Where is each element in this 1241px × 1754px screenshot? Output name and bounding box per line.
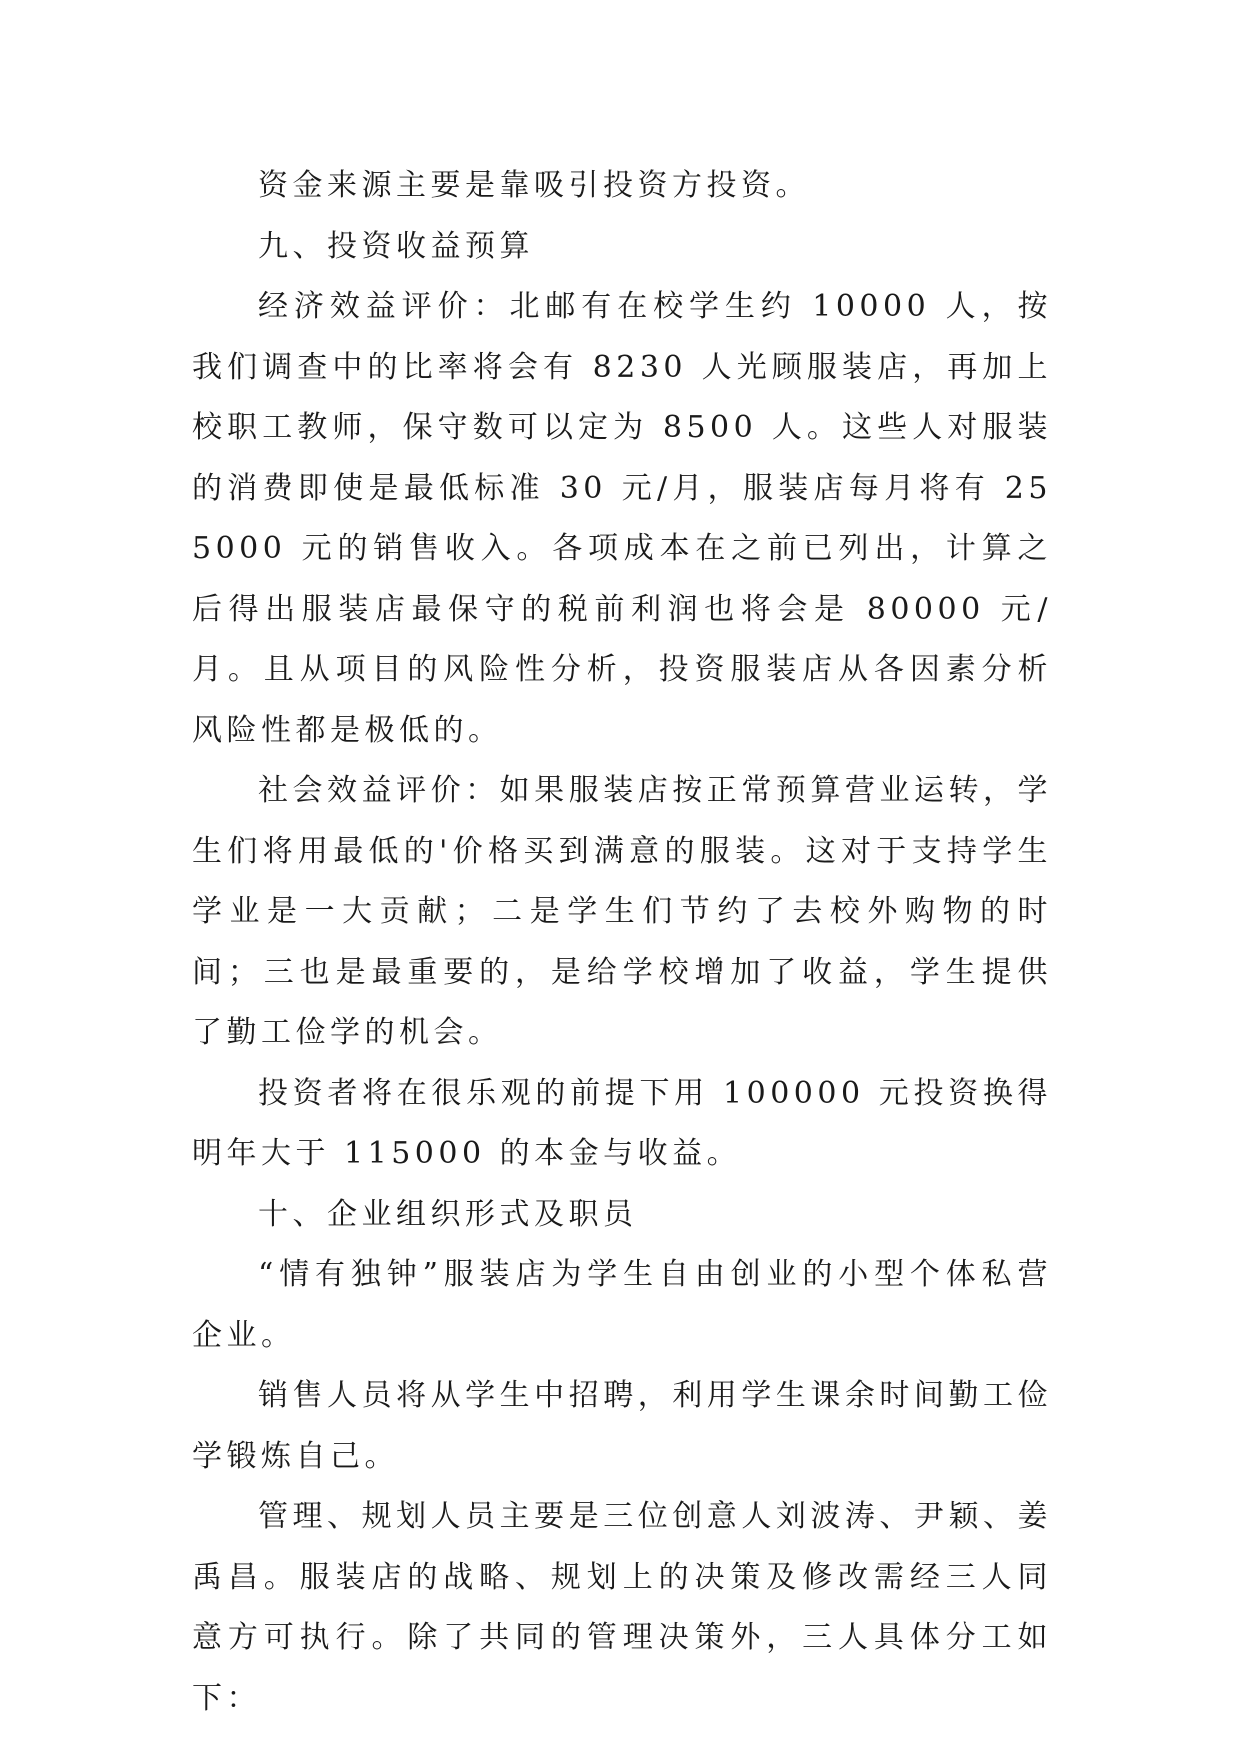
paragraph-enterprise-type: “情有独钟”服装店为学生自由创业的小型个体私营企业。 — [192, 1257, 1052, 1353]
paragraph-sales-staff: 销售人员将从学生中招聘，利用学生课余时间勤工俭学锻炼自己。 — [192, 1378, 1052, 1474]
paragraph-social-evaluation: 社会效益评价：如果服装店按正常预算营业运转，学生们将用最低的'价格买到满意的服装。这对于支持学生学业是一大贡献；二是学生们节约了去校外购物的时间；三也是最重要的，是给学校增加了收益，学生提供了勤工俭学的机会。 — [192, 773, 1052, 1050]
section-heading-investment-return: 九、投资收益预算 — [258, 228, 534, 264]
paragraph-investor-return: 投资者将在很乐观的前提下用 100000 元投资换得明年大于 115000 的本金与收益。 — [192, 1075, 1052, 1171]
paragraph-management-staff: 管理、规划人员主要是三位创意人刘波涛、尹颖、姜禹昌。服装店的战略、规划上的决策及修改需经三人同意方可执行。除了共同的管理决策外，三人具体分工如下： — [192, 1499, 1052, 1716]
section-heading-organization: 十、企业组织形式及职员 — [258, 1196, 638, 1232]
paragraph-funding-source: 资金来源主要是靠吸引投资方投资。 — [258, 168, 810, 203]
document-body — [192, 156, 1052, 1729]
paragraph-economic-evaluation: 经济效益评价：北邮有在校学生约 10000 人，按我们调查中的比率将会有 8230 人光顾服装店，再加上校职工教师，保守数可以定为 8500 人。这些人对服装的消费即使是最低标准 30 元/月，服装店每月将有 255000 元的销售收入。各项成本在之前已列出，计算之后得出服装店最保守的税前利润也将会是 80000 元/月。且从项目的风险性分析，投资服装店从各因素分析风险性都是极低的。 — [192, 289, 1052, 748]
